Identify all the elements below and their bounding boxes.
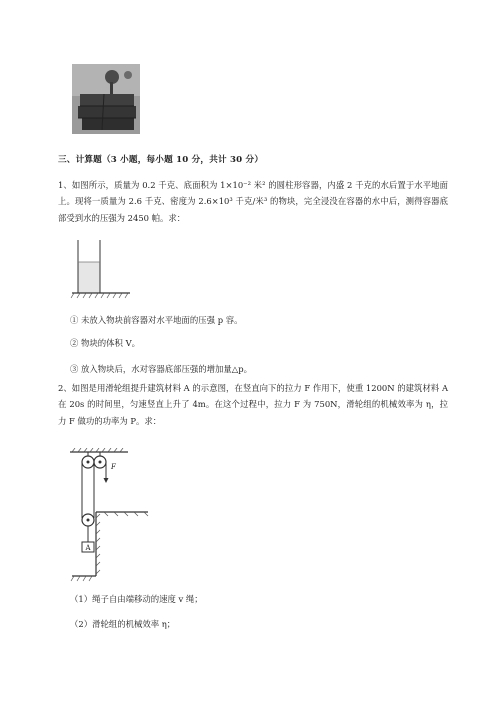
section-heading: 三、计算题（3 小题，每小题 10 分，共计 30 分） [58, 155, 264, 165]
problem-1-question-2: ② 物块的体积 V。 [70, 338, 140, 348]
problem-1-question-1: ① 未放入物块前容器对水平地面的压强 p 容。 [70, 315, 243, 325]
problem-1-text: 1、如图所示，质量为 0.2 千克、底面积为 1×10⁻² 米² 的圆柱形容器，内盛 2 千克的水后置于水平地面上。现将一质量为 2.6 千克、密度为 2.6×10³ 千克/米³ 的物块，完全浸没在容器的水中后，测得容器底部受到水的压强为 2450 帕。求： [58, 180, 448, 223]
container-figure [70, 238, 136, 300]
problem-1-question-3: ③ 放入物块后，水对容器底部压强的增加量△p。 [70, 364, 252, 374]
force-label: F [111, 463, 116, 471]
photo-figure [72, 64, 140, 134]
problem-2-text: 2、如图是用滑轮组提升建筑材料 A 的示意图，在竖直向下的拉力 F 作用下，使重 1200N 的建筑材料 A 在 20s 的时间里，匀速竖直上升了 4m。在这个过程中，拉力 F 为 750N，滑轮组的机械效率为 η，拉力 F 做功的功率为 P。求： [58, 383, 448, 426]
load-label: A [85, 544, 91, 552]
problem-2-question-2: （2）滑轮组的机械效率 η； [70, 619, 176, 629]
problem-2-question-1: （1）绳子自由端移动的速度 v 绳； [70, 594, 203, 604]
pulley-figure [66, 448, 158, 582]
